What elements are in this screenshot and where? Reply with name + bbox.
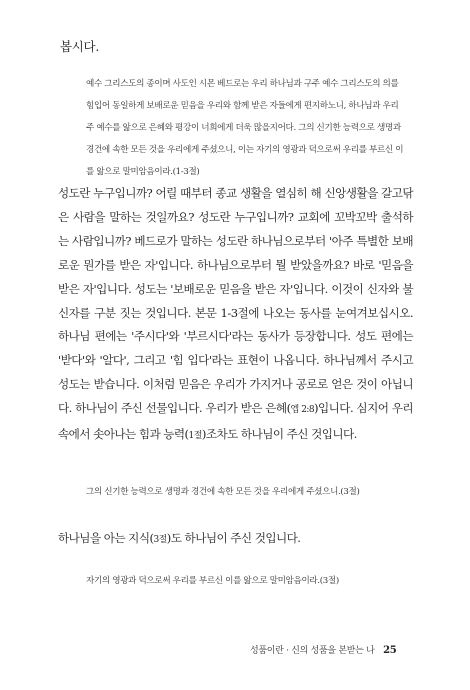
opening-line: 봅시다.: [60, 39, 99, 54]
scripture-quote-main: 예수 그리스도의 종이며 사도인 시몬 베드로는 우리 하나님과 구주 예수 그리스도의 의를 힘입어 동일하게 보배로운 믿음을 우리와 함께 받은 자들에게 편지하노니, 하나님과 우리 주 예수를 앎으로 은혜와 평강이 너희에게 더욱 많을지어다. 그의 신기한 능력으로 생명과 경건에 속한 모든 것을 우리에게 주셨으니, 이는 자기의 영광과 덕으로써 우리를 부르신 이를 앎으로 말미암음이라.(1-3절): [86, 79, 404, 177]
running-title: 성품이란 · 신의 성품을 본받는 나: [250, 646, 375, 656]
scripture-reference: 엡 2:8: [290, 405, 315, 416]
scripture-reference: 3절: [153, 535, 167, 545]
scripture-quote-verse3a: 그의 신기한 능력으로 생명과 경건에 속한 모든 것을 우리에게 주셨으니.(3절): [86, 487, 360, 497]
scripture-quote-verse3b: 자기의 영광과 덕으로써 우리를 부르신 이를 앎으로 말미암음이라.(3절): [86, 576, 339, 586]
body-text-segment: )도 하나님이 주신 것입니다.: [166, 531, 301, 545]
scripture-reference: 1절: [188, 431, 202, 442]
body-paragraph-second: [58, 527, 413, 553]
body-text-segment: 하나님을 아는 지식(: [58, 531, 154, 545]
body-paragraph-main: [58, 182, 413, 449]
body-text-segment: )조차도 하나님이 주신 것입니다.: [201, 427, 357, 442]
page-footer: [250, 643, 396, 656]
page-number: 25: [383, 645, 397, 656]
body-text-segment: )입니다. 심지어 우리 속에서 솟아나는 힘과 능력(: [58, 401, 413, 442]
body-text-segment: 성도란 누구입니까? 어릴 때부터 종교 생활을 열심히 해 신앙생활을 갈고닦은 사람을 말하는 것일까요? 성도란 누구입니까? 교회에 꼬박꼬박 출석하는 사람입니까? 베드로가 말하는 성도란 하나님으로부터 '아주 특별한 보배로운 뭔가를 받은 자'입니다. 하나님으로부터 뭘 받았을까요? 바로 '믿음을 받은 자'입니다. 성도는 '보배로운 믿음을 받은 자'입니다. 이것이 신자와 불신자를 구분 짓는 것입니다. 본문 1-3절에 나오는 동사를 눈여겨보십시오. 하나님 편에는 '주시다'와 '부르시다'라는 동사가 등장합니다. 성도 편에는 '받다'와 '알다', 그리고 '힘 입다'라는 표현이 나옵니다. 하나님께서 주시고 성도는 받습니다. 이처럼 믿음은 우리가 가지거나 공로로 얻은 것이 아닙니다. 하나님이 주신 선물입니다. 우리가 받은 은혜(: [58, 186, 413, 416]
